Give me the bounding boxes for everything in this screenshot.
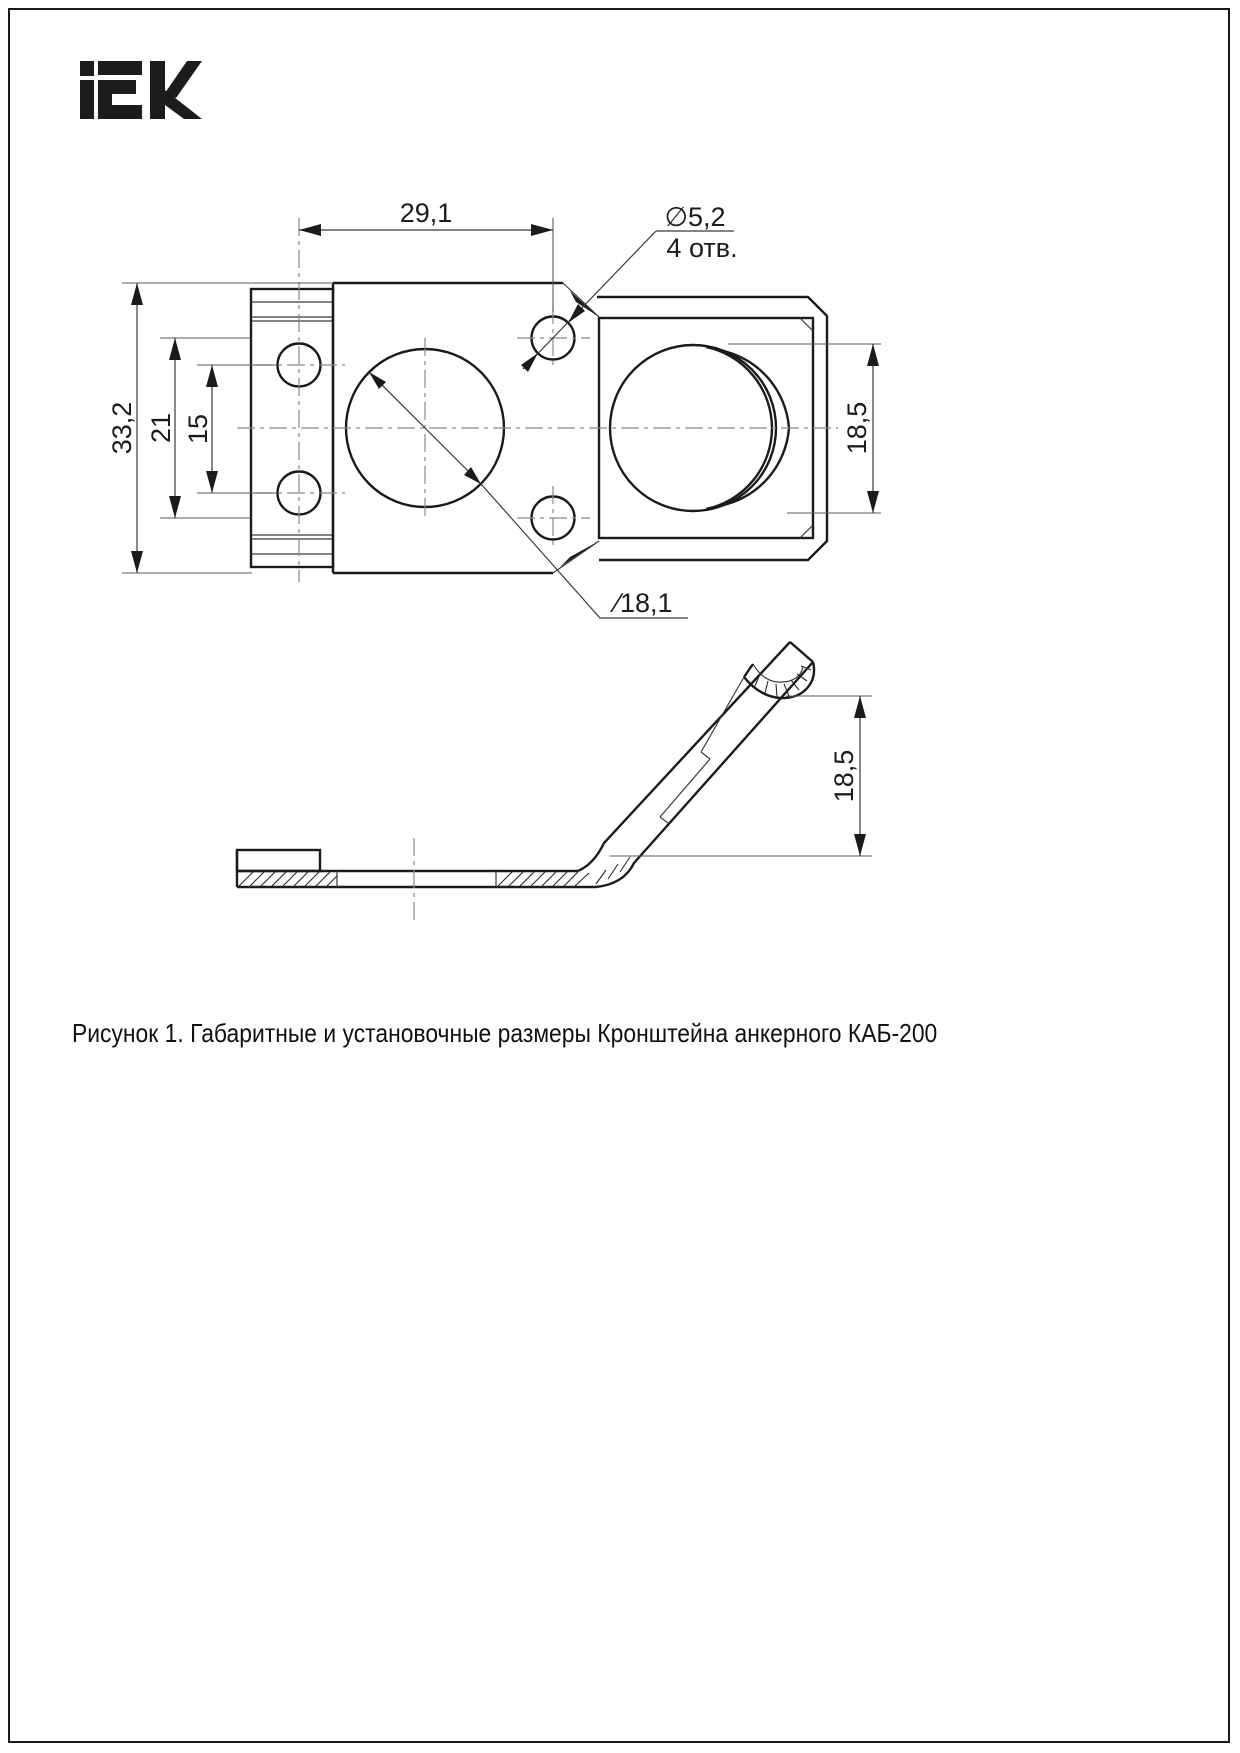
small-hole-count-label: 4 отв. xyxy=(666,233,738,263)
curled-tab-lines xyxy=(660,677,744,823)
big-hole-dia-label: ∕18,1 xyxy=(615,588,673,618)
dim-18-5-side-label: 18,5 xyxy=(829,749,859,803)
dim-21-label: 21 xyxy=(146,412,176,444)
top-view xyxy=(107,198,881,618)
centerlines xyxy=(237,218,838,582)
hook-arm xyxy=(578,642,814,887)
dim-18-5-side xyxy=(610,696,872,856)
dim-29-1-label: 29,1 xyxy=(399,198,453,228)
side-base-plate xyxy=(237,850,596,887)
dim-33-2-label: 33,2 xyxy=(107,401,137,455)
dim-18-5-top-label: 18,5 xyxy=(842,401,872,455)
dim-15 xyxy=(183,365,276,493)
label-big-hole xyxy=(369,372,688,618)
dim-29-1 xyxy=(299,198,553,312)
figure-caption: Рисунок 1. Габаритные и установочные размеры Кронштейна анкерного КАБ-200 xyxy=(72,1018,938,1048)
side-grip-block xyxy=(237,850,320,871)
small-hole-dia-label: ∅5,2 xyxy=(664,202,726,232)
dim-15-label: 15 xyxy=(183,413,213,445)
side-view xyxy=(237,642,872,922)
